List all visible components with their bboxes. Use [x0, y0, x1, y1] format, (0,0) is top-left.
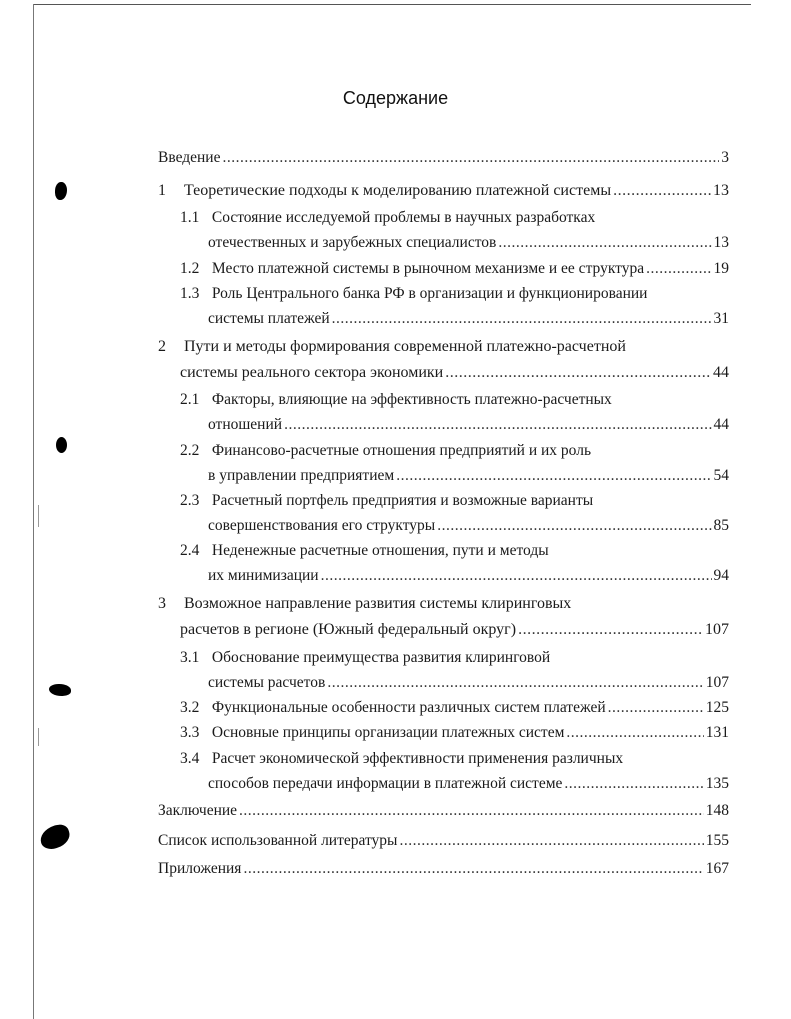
toc-entry-title-cont: системы платежей	[208, 310, 330, 327]
toc-entry-title: Возможное направление развития системы клиринговых	[184, 595, 572, 612]
toc-entry-page: 13	[713, 234, 729, 251]
toc-entry-number: 1.3	[180, 285, 200, 302]
toc-entry-number: 3.1	[180, 649, 200, 666]
toc-entry-page: 167	[705, 860, 729, 877]
toc-entry-number: 3.4	[180, 750, 200, 767]
toc-entry-number: 1.2	[180, 260, 200, 277]
toc-line	[208, 465, 729, 487]
dot-leader	[321, 565, 712, 587]
toc-entry-number: 2.3	[180, 492, 200, 509]
dot-leader	[498, 232, 711, 254]
toc-line	[180, 748, 623, 770]
toc-entry-number: 3.2	[180, 699, 200, 716]
toc-line	[180, 440, 591, 462]
toc-entry-page: 85	[713, 517, 729, 534]
toc-entry-title: Введение	[158, 149, 221, 166]
toc-line	[180, 722, 729, 744]
toc-line	[208, 308, 729, 330]
toc-entry-page: 19	[713, 260, 729, 277]
toc-entry-page: 13	[713, 182, 729, 199]
scan-artifact-line	[38, 728, 39, 746]
dot-leader	[564, 773, 703, 795]
toc-line	[158, 147, 729, 169]
dot-leader	[332, 308, 712, 330]
toc-line	[180, 207, 595, 229]
toc-line	[180, 389, 612, 411]
toc-entry-title-cont: совершенствования его структуры	[208, 517, 436, 534]
dot-leader	[399, 830, 703, 852]
toc-line	[180, 647, 550, 669]
toc-entry-title: Обоснование преимущества развития клиринговой	[211, 649, 551, 666]
dot-leader	[222, 147, 719, 169]
toc-entry-title-cont: системы расчетов	[208, 674, 326, 691]
toc-entry-title-cont: способов передачи информации в платежной системе	[208, 775, 563, 792]
toc-entry-title-cont: в управлении предприятием	[208, 467, 395, 484]
toc-entry-page: 107	[705, 621, 729, 638]
toc-line	[158, 593, 571, 615]
toc-line	[180, 697, 729, 719]
toc-line	[158, 830, 729, 852]
toc-entry-title: Факторы, влияющие на эффективность платежно-расчетных	[211, 391, 612, 408]
dot-leader	[239, 800, 704, 822]
toc-entry-title: Заключение	[158, 802, 238, 819]
toc-line	[208, 773, 729, 795]
toc-entry-title: Роль Центрального банка РФ в организации и функционировании	[211, 285, 648, 302]
toc-entry-page: 131	[705, 724, 729, 741]
toc-entry-number: 1	[158, 182, 166, 199]
toc-entry-page: 44	[713, 364, 729, 381]
dot-leader	[327, 672, 703, 694]
toc-entry-title: Приложения	[158, 860, 242, 877]
toc-line	[180, 362, 729, 384]
toc-entry-title: Расчетный портфель предприятия и возможные варианты	[211, 492, 594, 509]
dot-leader	[284, 414, 711, 436]
toc-entry-number: 2	[158, 338, 166, 355]
toc-entry-page: 148	[705, 802, 729, 819]
toc-line	[208, 414, 729, 436]
toc-line	[180, 283, 647, 305]
dot-leader	[566, 722, 703, 744]
toc-entry-number: 2.4	[180, 542, 200, 559]
dot-leader	[518, 619, 703, 641]
toc-entry-page: 31	[713, 310, 729, 327]
scan-artifact-line	[38, 505, 39, 527]
toc-line	[158, 336, 626, 358]
toc-line	[208, 565, 729, 587]
toc-entry-title: Теоретические подходы к моделированию платежной системы	[184, 182, 612, 199]
toc-entry-page: 3	[721, 149, 729, 166]
toc-entry-title: Неденежные расчетные отношения, пути и методы	[211, 542, 549, 559]
ink-blot-mark	[37, 822, 72, 852]
scan-left-edge	[33, 4, 34, 1019]
toc-entry-title-cont: отечественных и зарубежных специалистов	[208, 234, 497, 251]
dot-leader	[243, 858, 703, 880]
toc-entry-number: 1.1	[180, 209, 200, 226]
toc-line	[180, 619, 729, 641]
toc-entry-number: 3.3	[180, 724, 200, 741]
dot-leader	[437, 515, 711, 537]
toc-entry-title-cont: их минимизации	[208, 567, 319, 584]
toc-entry-title: Основные принципы организации платежных систем	[211, 724, 565, 741]
toc-entry-number: 2.2	[180, 442, 200, 459]
hole-punch-mark	[56, 437, 67, 453]
ink-blot-mark	[49, 684, 71, 696]
dot-leader	[396, 465, 711, 487]
toc-line	[208, 515, 729, 537]
toc-line	[158, 180, 729, 202]
toc-entry-page: 135	[705, 775, 729, 792]
toc-entry-page: 125	[705, 699, 729, 716]
toc-entry-title: Расчет экономической эффективности применения различных	[211, 750, 624, 767]
toc-line	[180, 490, 593, 512]
toc-entry-title: Место платежной системы в рыночном механизме и ее структура	[211, 260, 645, 277]
hole-punch-mark	[55, 182, 67, 200]
toc-entry-title: Пути и методы формирования современной платежно-расчетной	[184, 338, 626, 355]
toc-entry-page: 107	[705, 674, 729, 691]
toc-entry-title-cont: отношений	[208, 416, 283, 433]
toc-entry-title-cont: расчетов в регионе (Южный федеральный округ)	[180, 621, 517, 638]
toc-line	[180, 258, 729, 280]
toc-line	[208, 672, 729, 694]
toc-entry-page: 44	[713, 416, 729, 433]
toc-entry-page: 54	[713, 467, 729, 484]
toc-line	[180, 540, 549, 562]
toc-entry-title: Финансово-расчетные отношения предприятий и их роль	[211, 442, 592, 459]
toc-line	[158, 800, 729, 822]
toc-entry-number: 2.1	[180, 391, 200, 408]
toc-entry-number: 3	[158, 595, 166, 612]
page-title: Содержание	[342, 88, 449, 108]
dot-leader	[608, 697, 704, 719]
dot-leader	[646, 258, 711, 280]
scan-top-edge	[33, 4, 751, 5]
toc-line	[158, 858, 729, 880]
toc-entry-title-cont: системы реального сектора экономики	[180, 364, 444, 381]
toc-entry-page: 155	[705, 832, 729, 849]
toc-entry-title: Состояние исследуемой проблемы в научных разработках	[211, 209, 596, 226]
dot-leader	[445, 362, 711, 384]
toc-entry-title: Функциональные особенности различных систем платежей	[211, 699, 606, 716]
toc-line	[208, 232, 729, 254]
toc-entry-title: Список использованной литературы	[158, 832, 398, 849]
dot-leader	[613, 180, 711, 202]
toc-entry-page: 94	[713, 567, 729, 584]
